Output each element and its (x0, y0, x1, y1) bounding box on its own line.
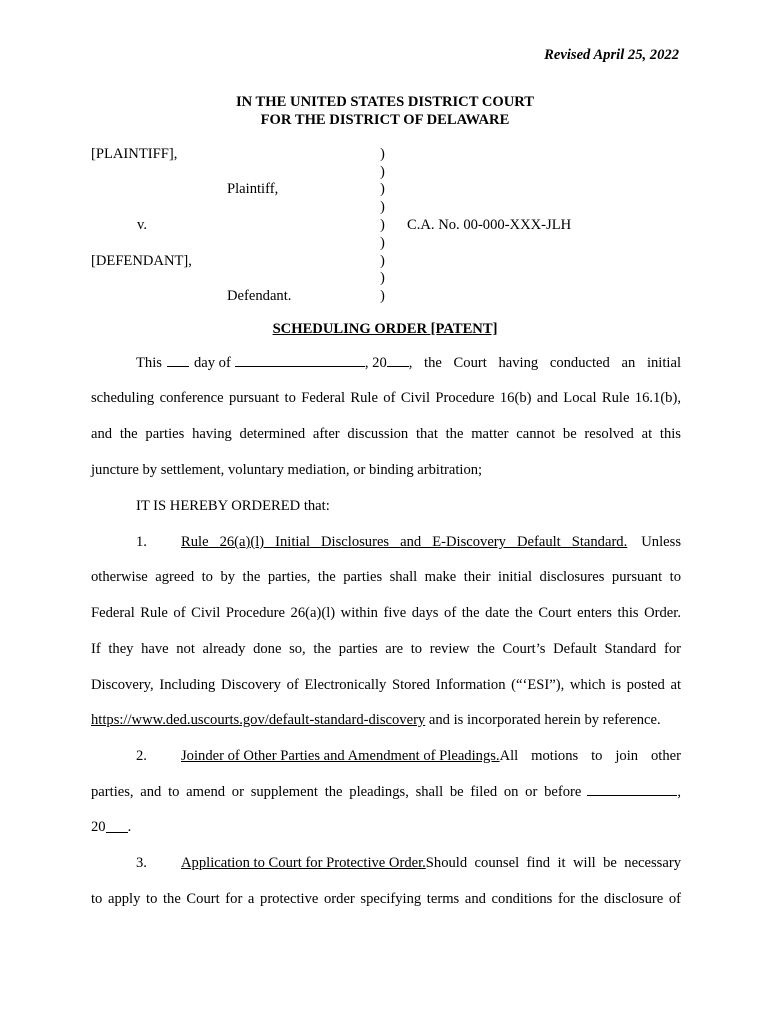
default-standard-link[interactable]: https://www.ded.uscourts.gov/default-standard-discovery (91, 712, 426, 728)
day-blank[interactable] (167, 365, 189, 367)
plaintiff-name: [PLAINTIFF], (91, 146, 178, 162)
intro-rest: , the Court having conducted an initial (408, 355, 681, 371)
defendant-role: Defendant. (227, 288, 292, 304)
section-2-heading-line (136, 748, 681, 765)
section-3-heading: Application to Court for Protective Order. (181, 855, 426, 871)
ordered-statement: IT IS HEREBY ORDERED that: (136, 498, 330, 514)
section-1-heading: Rule 26(a)(l) Initial Disclosures and E-Discovery Default Standard. (181, 534, 628, 550)
section-2-number: 2. (136, 748, 147, 764)
defendant-name: [DEFENDANT], (91, 253, 192, 269)
intro-line-4: juncture by settlement, voluntary mediation, or binding arbitration; (91, 462, 483, 478)
section-2-line-2-end: , (677, 784, 681, 800)
intro-line-2: scheduling conference pursuant to Federal Rule of Civil Procedure 16(b) and Local Rule 16.1(b), (91, 390, 681, 406)
caption-paren: ) (380, 181, 385, 197)
section-2-heading: Joinder of Other Parties and Amendment of Pleadings. (181, 748, 500, 764)
section-3-number: 3. (136, 855, 147, 871)
intro-year: , 20 (364, 355, 387, 371)
plaintiff-role: Plaintiff, (227, 181, 279, 197)
court-name-line2: FOR THE DISTRICT OF DELAWARE (260, 112, 510, 128)
caption-paren: ) (380, 199, 385, 215)
section-3-heading-line (136, 855, 681, 872)
intro-line-3: and the parties having determined after discussion that the matter cannot be resolved at this (91, 426, 681, 442)
revision-date: Revised April 25, 2022 (544, 47, 679, 63)
caption-paren: ) (380, 253, 385, 269)
month-blank[interactable] (235, 365, 365, 367)
section-3-first-rest: Should counsel find it will be necessary (425, 855, 681, 871)
section-1-link-tail: and is incorporated herein by reference. (425, 712, 661, 728)
caption-paren: ) (380, 217, 385, 233)
section-2-line-2-text: parties, and to amend or supplement the pleadings, shall be filed on or before (91, 784, 582, 800)
intro-this: This (136, 355, 162, 371)
section-1-line-5: Discovery, Including Discovery of Electronically Stored Information (“‘ESI”), which is posted at (91, 677, 681, 693)
section-1-line-6 (91, 712, 681, 729)
year-blank[interactable] (387, 365, 409, 367)
court-name-line1: IN THE UNITED STATES DISTRICT COURT (235, 94, 535, 110)
section-1-number: 1. (136, 534, 147, 550)
section-1-first-rest: Unless (641, 534, 681, 550)
document-title: SCHEDULING ORDER [PATENT] (272, 321, 498, 337)
joinder-year-blank[interactable] (106, 831, 128, 833)
section-1-heading-line (136, 534, 681, 551)
caption-paren: ) (380, 288, 385, 304)
intro-line-1 (136, 355, 681, 372)
joinder-deadline-blank[interactable] (587, 794, 677, 796)
caption-paren: ) (380, 164, 385, 180)
section-2-line-2 (91, 784, 681, 801)
caption-paren: ) (380, 146, 385, 162)
section-2-year-prefix: 20 (91, 819, 106, 835)
section-2-first-rest: All motions to join other (499, 748, 681, 764)
caption-paren: ) (380, 270, 385, 286)
section-2-line-3 (91, 819, 681, 836)
section-2-line-3-end: . (127, 819, 132, 835)
caption-paren: ) (380, 235, 385, 251)
section-1-line-2: otherwise agreed to by the parties, the parties shall make their initial disclosures pursuant to (91, 569, 681, 585)
intro-day-of: day of (193, 355, 231, 371)
case-number: C.A. No. 00-000-XXX-JLH (407, 217, 572, 233)
section-1-line-3: Federal Rule of Civil Procedure 26(a)(l) within five days of the date the Court enters this Order. (91, 605, 681, 621)
section-1-line-4: If they have not already done so, the parties are to review the Court’s Default Standard for (91, 641, 681, 657)
versus: v. (137, 217, 147, 233)
section-3-line-2: to apply to the Court for a protective order specifying terms and conditions for the disclosure of (91, 891, 681, 907)
